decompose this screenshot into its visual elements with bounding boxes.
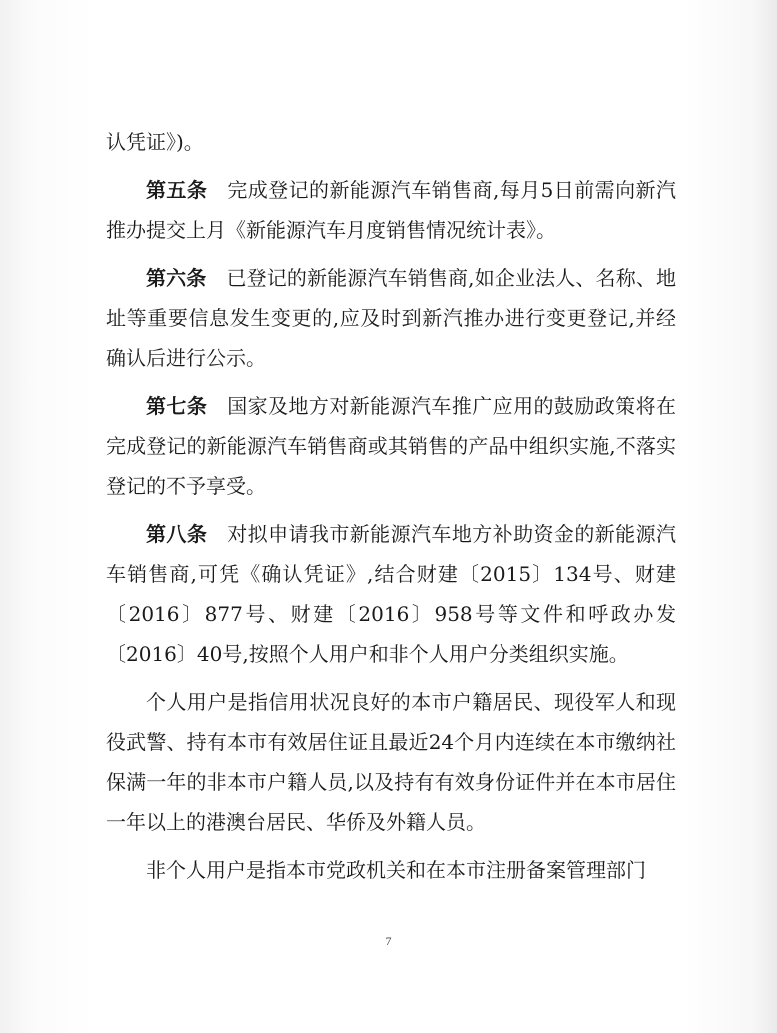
paragraph-text: 已登记的新能源汽车销售商,如企业法人、名称、地址等重要信息发生变更的,应及时到新汽推办进行变更登记,并经确认后进行公示。 — [106, 266, 676, 370]
article-8 — [106, 514, 676, 674]
paragraph-text: 国家及地方对新能源汽车推广应用的鼓励政策将在完成登记的新能源汽车销售商或其销售的产品中组织实施,不落实登记的不予享受。 — [106, 394, 676, 498]
paragraph-text: 对拟申请我市新能源汽车地方补助资金的新能源汽车销售商,可凭《确认凭证》,结合财建〔2015〕134号、财建〔2016〕877号、财建〔2016〕958号等文件和呼政办发〔2016〕40号,按照个人用户和非个人用户分类组织实施。 — [106, 522, 676, 666]
article-number: 第七条 — [146, 394, 208, 418]
article-7 — [106, 386, 676, 506]
page-number: 7 — [385, 934, 392, 948]
article-number: 第五条 — [146, 178, 208, 202]
paragraph-text: 非个人用户是指本市党政机关和在本市注册备案管理部门 — [146, 858, 646, 882]
paragraph-text: 认凭证》)。 — [106, 130, 204, 154]
paragraph-continuation — [106, 122, 676, 162]
paragraph-individual-users — [106, 682, 676, 842]
paragraph-text: 个人用户是指信用状况良好的本市户籍居民、现役军人和现役武警、持有本市有效居住证且最近24个月内连续在本市缴纳社保满一年的非本市户籍人员,以及持有有效身份证件并在本市居住一年以上的港澳台居民、华侨及外籍人员。 — [106, 690, 676, 834]
paragraph-text: 完成登记的新能源汽车销售商,每月5日前需向新汽推办提交上月《新能源汽车月度销售情况统计表》。 — [106, 178, 676, 242]
paragraph-non-individual-users — [106, 850, 676, 890]
article-number: 第六条 — [146, 266, 207, 290]
article-6 — [106, 258, 676, 378]
article-5 — [106, 170, 676, 250]
document-body — [106, 122, 676, 890]
article-number: 第八条 — [146, 522, 208, 546]
